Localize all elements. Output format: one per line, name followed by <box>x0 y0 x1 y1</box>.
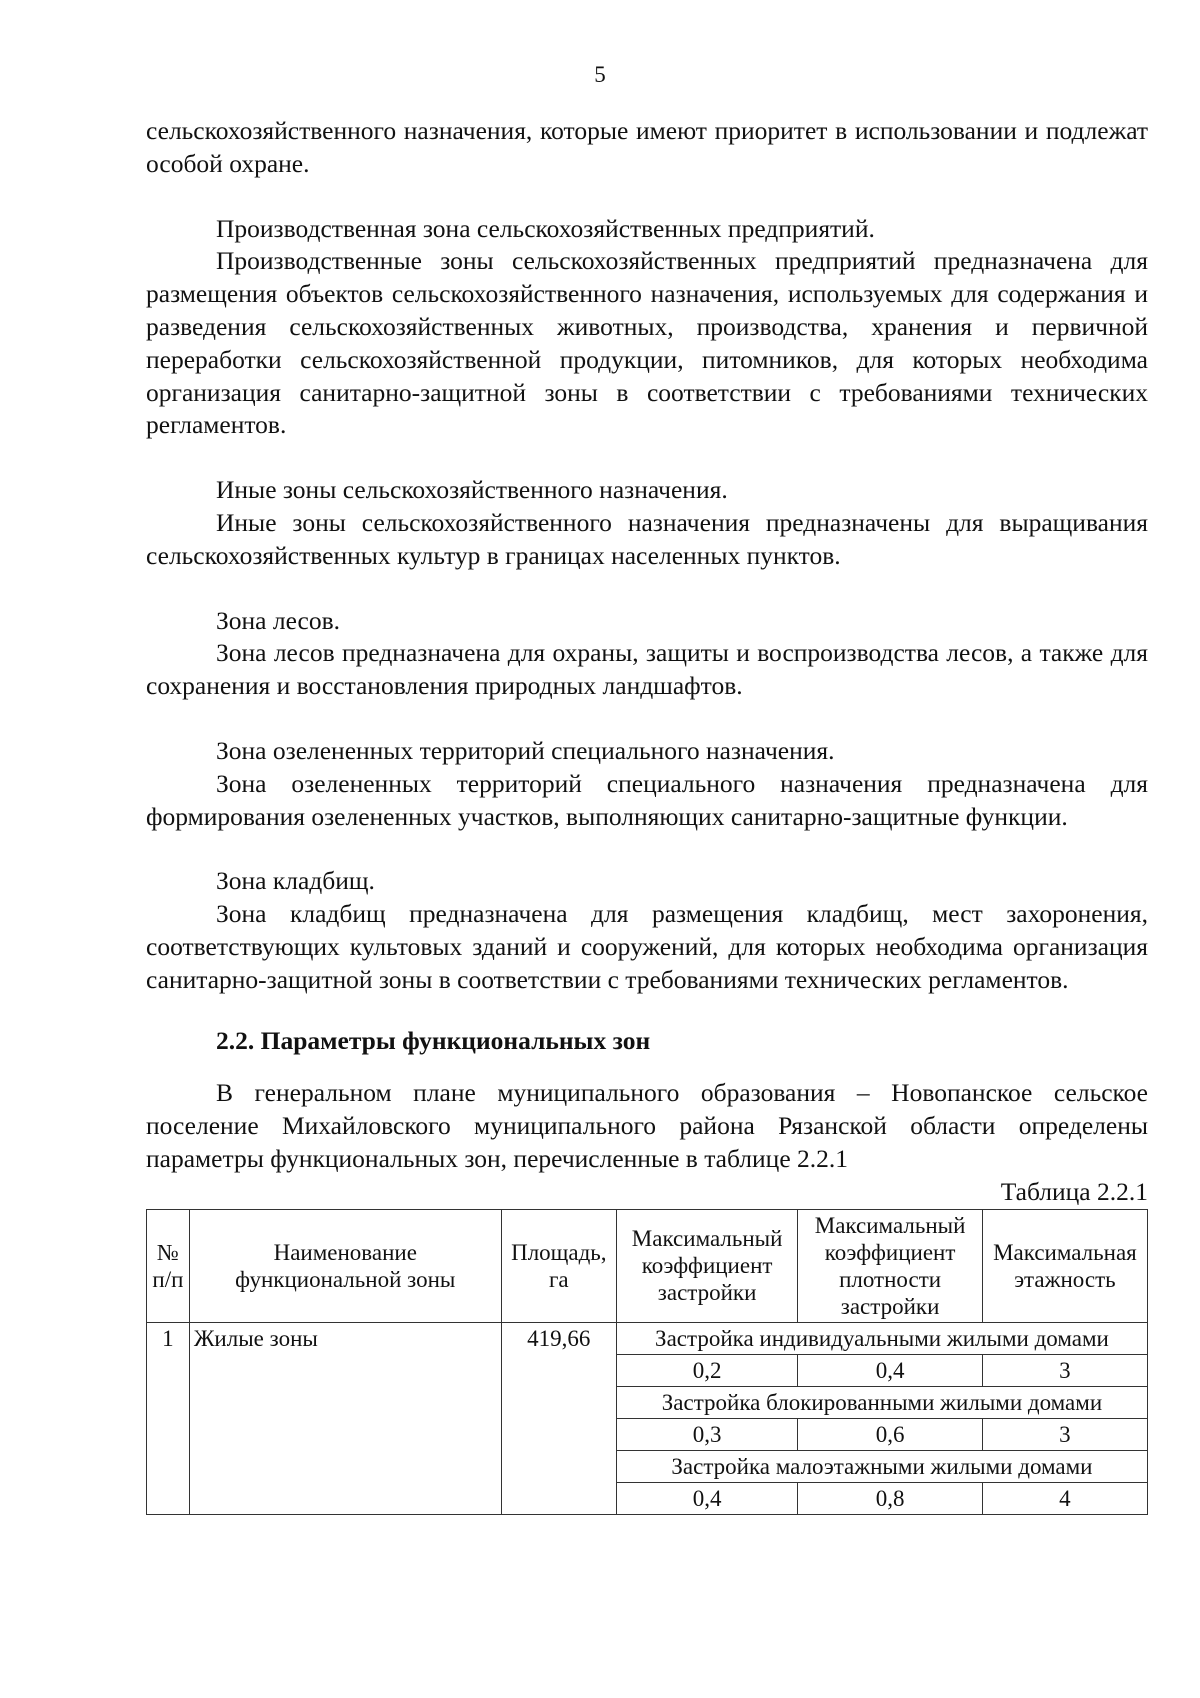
cell-floors: 4 <box>982 1482 1147 1514</box>
paragraph-forest-zone: Зона лесов предназначена для охраны, защиты и воспроизводства лесов, а также для сохранения и восстановления природных ландшафтов. <box>146 638 1148 701</box>
section-heading: 2.2. Параметры функциональных зон <box>216 1025 651 1055</box>
row-area: 419,66 <box>501 1322 616 1514</box>
heading-other-agri-zones: Иные зоны сельскохозяйственного назначения. <box>216 475 728 505</box>
paragraph-intro: В генеральном плане муниципального образования – Новопанское сельское поселение Михайловского муниципального района Рязанской области определены параметры функциональных зон, перечисленные в таблице 2.2.1 <box>146 1078 1148 1173</box>
header-area: Площадь, га <box>501 1209 616 1322</box>
heading-forest-zone: Зона лесов. <box>216 605 341 635</box>
cell-density-coef: 0,8 <box>798 1482 983 1514</box>
table-header-row <box>147 1209 1148 1322</box>
cell-floors: 3 <box>982 1418 1147 1450</box>
cell-floors: 3 <box>982 1354 1147 1386</box>
table-row <box>147 1322 1148 1354</box>
zones-parameters-table <box>146 1209 1148 1515</box>
paragraph-cemetery-zone: Зона кладбищ предназначена для размещения кладбищ, мест захоронения, соответствующих культовых зданий и сооружений, для которых необходима организация санитарно-защитной зоны в соответствии с требованиями технических регламентов. <box>146 899 1148 994</box>
cell-build-coef: 0,3 <box>616 1418 797 1450</box>
cell-density-coef: 0,4 <box>798 1354 983 1386</box>
paragraph-production-zone: Производственные зоны сельскохозяйственных предприятий предназначена для размещения объектов сельскохозяйственного назначения, используемых для содержания и разведения сельскохозяйственных животных, производства, хранения и первичной переработки сельскохозяйственной продукции, питомников, для которых необходима организация санитарно-защитной зоны в соответствии с требованиями технических регламентов. <box>146 246 1148 440</box>
document-body <box>146 115 1148 1515</box>
heading-production-zone: Производственная зона сельскохозяйственных предприятий. <box>216 213 875 243</box>
page-number: 5 <box>594 62 606 87</box>
cell-build-coef: 0,4 <box>616 1482 797 1514</box>
paragraph-green-zone: Зона озелененных территорий специального назначения предназначена для формирования озелененных участков, выполняющих санитарно-защитные функции. <box>146 768 1148 831</box>
cell-density-coef: 0,6 <box>798 1418 983 1450</box>
cell-build-coef: 0,2 <box>616 1354 797 1386</box>
row-num: 1 <box>147 1322 190 1514</box>
heading-cemetery-zone: Зона кладбищ. <box>216 866 375 896</box>
subgroup-title: Застройка блокированными жилыми домами <box>616 1386 1147 1418</box>
header-build-coef: Максимальный коэффициент застройки <box>616 1209 797 1322</box>
header-density-coef: Максимальный коэффициент плотности застройки <box>798 1209 983 1322</box>
table-caption: Таблица 2.2.1 <box>1000 1176 1148 1206</box>
subgroup-title: Застройка индивидуальными жилыми домами <box>616 1322 1147 1354</box>
row-zone-name: Жилые зоны <box>189 1322 501 1514</box>
subgroup-title: Застройка малоэтажными жилыми домами <box>616 1450 1147 1482</box>
header-name: Наименование функциональной зоны <box>189 1209 501 1322</box>
paragraph-other-agri-zones: Иные зоны сельскохозяйственного назначения предназначены для выращивания сельскохозяйственных культур в границах населенных пунктов. <box>146 507 1148 570</box>
paragraph-continuation: сельскохозяйственного назначения, которые имеют приоритет в использовании и подлежат особой охране. <box>146 116 1148 178</box>
header-floors: Максимальная этажность <box>982 1209 1147 1322</box>
heading-green-zone: Зона озелененных территорий специального назначения. <box>216 735 835 765</box>
header-num: № п/п <box>147 1209 190 1322</box>
